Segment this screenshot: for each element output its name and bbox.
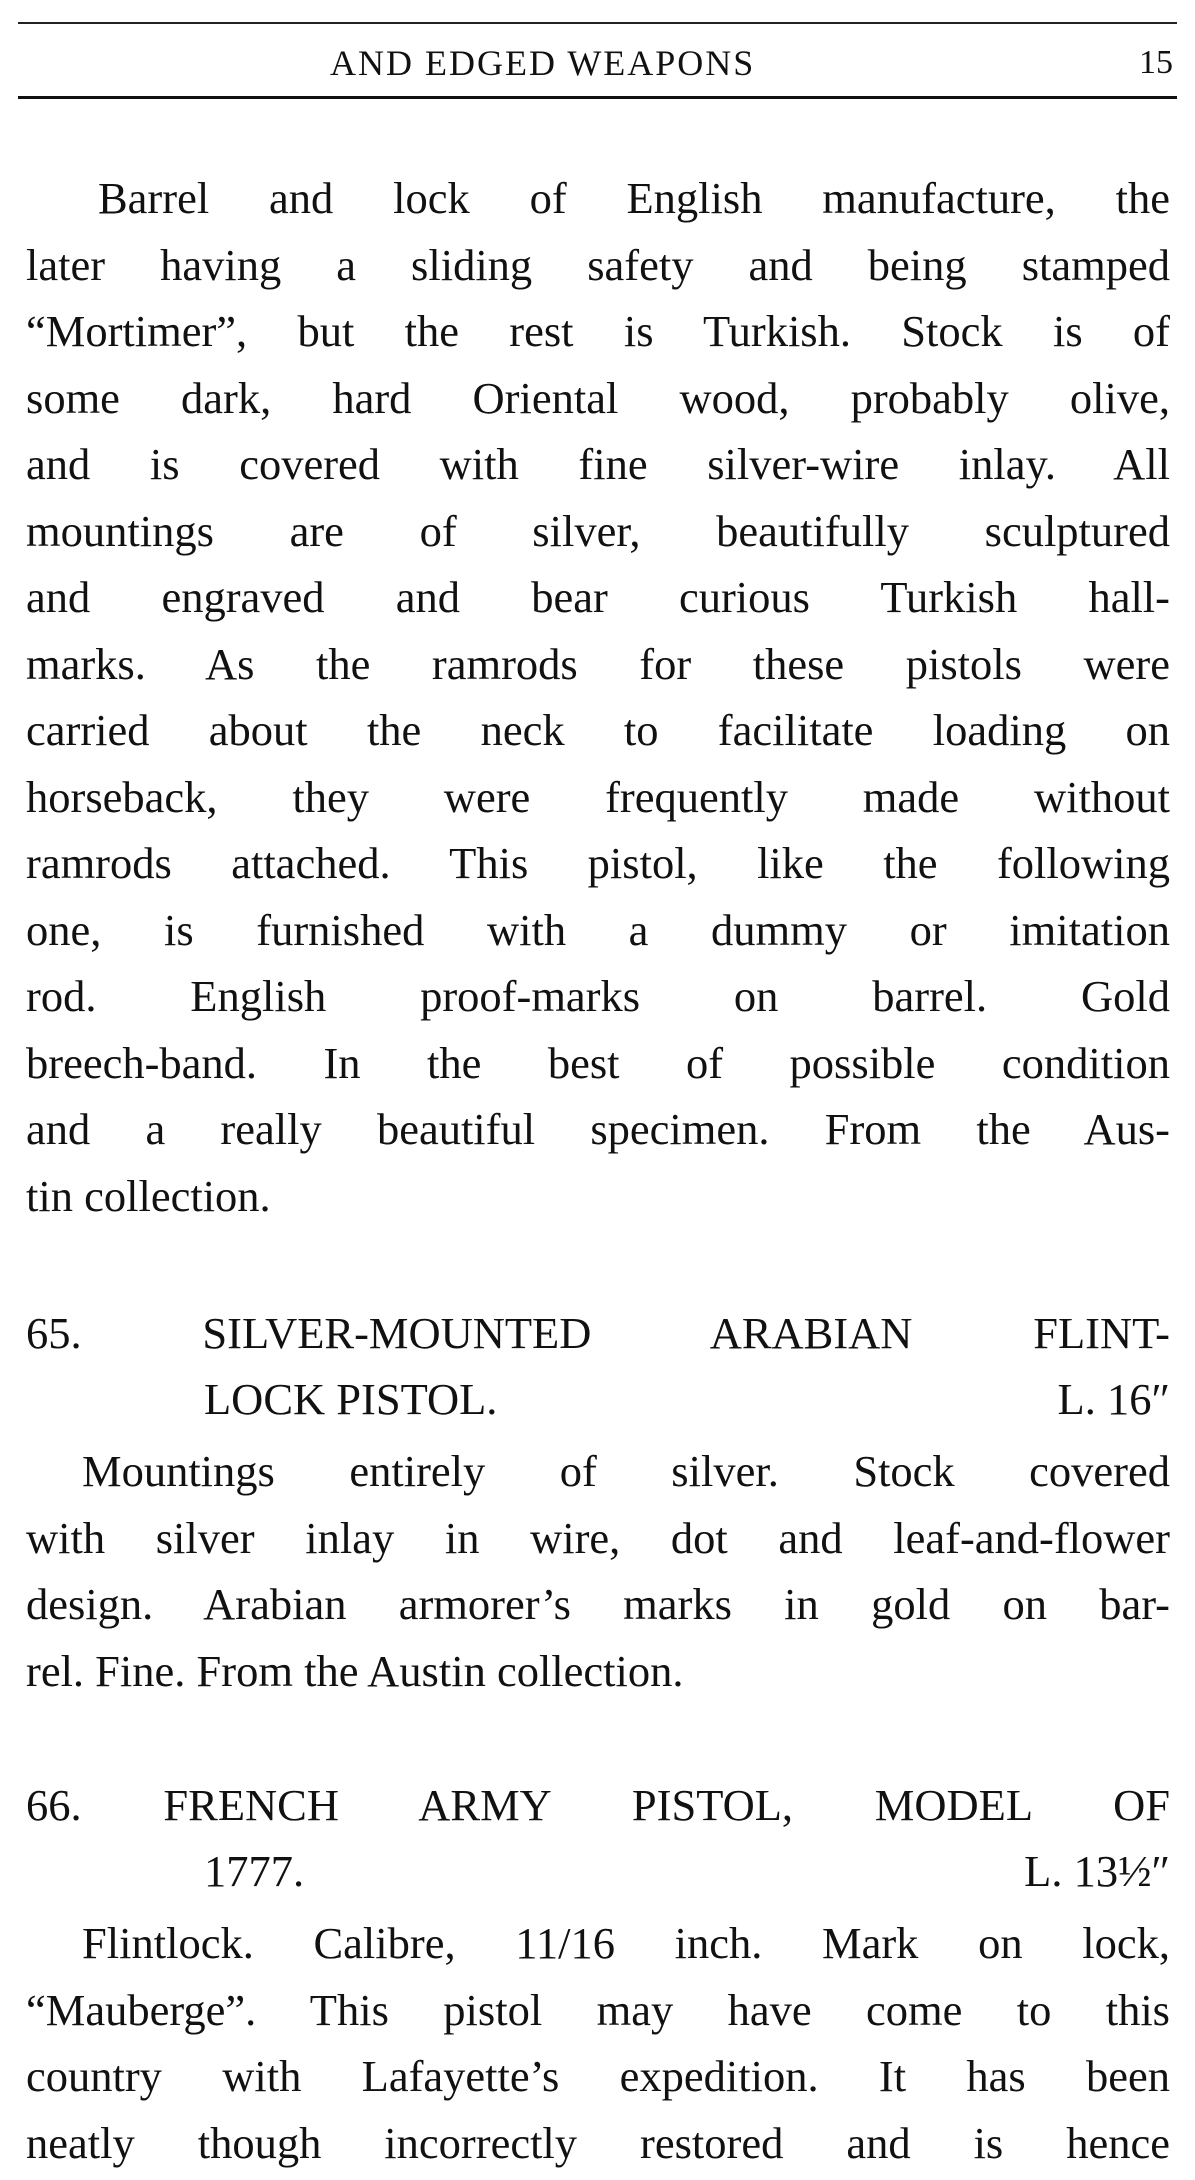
continued-paragraph (26, 165, 1170, 1229)
text-line: Barrel and lock of English manufacture, the (98, 173, 1170, 223)
running-title: AND EDGED WEAPONS (330, 43, 756, 83)
text-line: marks. As the ramrods for these pistols were (26, 638, 1170, 689)
text-line: design. Arabian armorer’s marks in gold on bar- (26, 1579, 1170, 1629)
text-line: rod. English proof-marks on barrel. Gold (26, 971, 1170, 1021)
text-line: “Mortimer”, but the rest is Turkish. Stock is of (26, 306, 1170, 356)
entry-heading-line (26, 1838, 1170, 1904)
text-line: Mountings entirely of silver. Stock covered (82, 1446, 1170, 1496)
entry-title-first-line: FRENCH ARMY PISTOL, MODEL OF (163, 1780, 1170, 1830)
header-rule-bottom (18, 96, 1177, 99)
text-line: “Mauberge”. This pistol may have come to this (26, 1984, 1170, 2035)
text-line: later having a sliding safety and being stamped (26, 239, 1170, 290)
entry-heading (26, 1300, 1170, 1432)
text-line: horseback, they were frequently made without (26, 771, 1170, 822)
text-line: neatly though incorrectly restored and is hence (26, 2117, 1170, 2168)
entry-description (26, 1438, 1170, 1704)
text-line: ramrods attached. This pistol, like the following (26, 838, 1170, 888)
text-line: and is covered with fine silver-wire inlay. All (26, 439, 1170, 489)
entry-title-second-line: LOCK PISTOL. (204, 1374, 498, 1424)
text-line: breech-band. In the best of possible condition (26, 1037, 1170, 1088)
entry-heading-line (26, 1366, 1170, 1432)
entry-heading-line (26, 1772, 1170, 1838)
entry-description (26, 1910, 1170, 2176)
text-line: mountings are of silver, beautifully sculptured (26, 505, 1170, 556)
header-rule-top (18, 22, 1177, 24)
text-line: one, is furnished with a dummy or imitation (26, 904, 1170, 955)
entry-length: L. 16″ (1057, 1374, 1170, 1424)
entry-number: 65. (26, 1308, 82, 1358)
text-line: tin collection. (26, 1170, 271, 1221)
text-line: some dark, hard Oriental wood, probably olive, (26, 372, 1170, 423)
text-line: and engraved and bear curious Turkish hall- (26, 572, 1170, 622)
text-line: country with Lafayette’s expedition. It has been (26, 2051, 1170, 2101)
running-header (0, 38, 1195, 88)
entry-length: L. 13½″ (1024, 1846, 1170, 1896)
entry-heading-line (26, 1300, 1170, 1366)
text-line: rel. Fine. From the Austin collection. (26, 1645, 684, 1696)
text-line: and a really beautiful specimen. From the Aus- (26, 1104, 1170, 1154)
entry-title-first-line: SILVER-MOUNTED ARABIAN FLINT- (202, 1308, 1170, 1358)
entry-number: 66. (26, 1780, 82, 1830)
text-line: with silver inlay in wire, dot and leaf-and-flower (26, 1512, 1170, 1563)
text-line: carried about the neck to facilitate loading on (26, 705, 1170, 755)
text-line: Flintlock. Calibre, 11/16 inch. Mark on lock, (82, 1918, 1170, 1968)
entry-title-second-line: 1777. (204, 1846, 305, 1896)
entry-heading (26, 1772, 1170, 1904)
page-number: 15 (1139, 44, 1173, 81)
